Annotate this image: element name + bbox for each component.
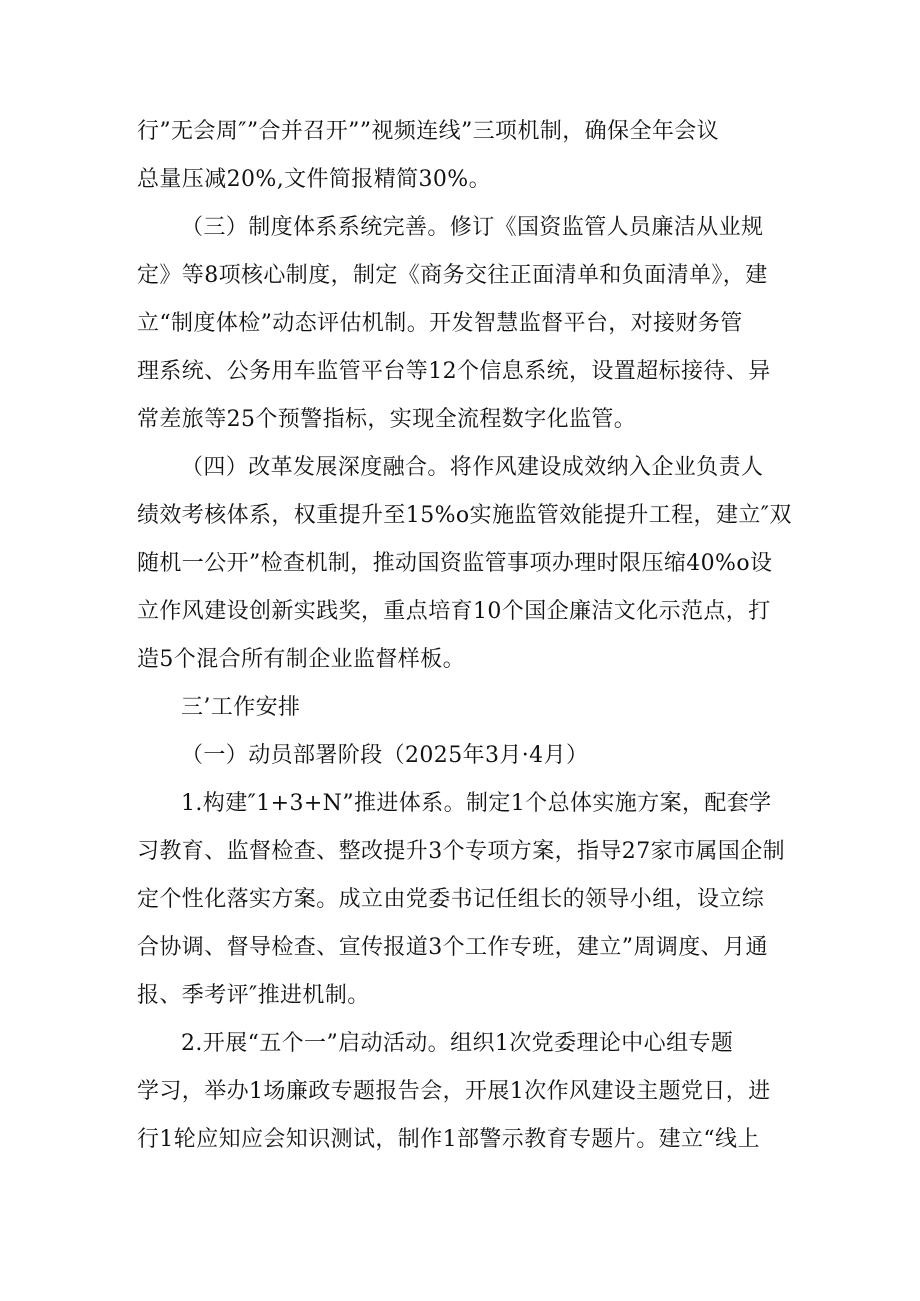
body-text-line: 学习，举办1场廉政专题报告会，开展1次作风建设主题党日，进 <box>137 1079 771 1104</box>
body-text-line: 立作风建设创新实践奖，重点培育10个国企廉洁文化示范点，打 <box>137 599 771 624</box>
subsection-heading: （一）动员部署阶段（2025年3月·4月） <box>181 743 589 768</box>
numbered-item-line: 2.开展“五个一”启动活动。组织1次党委理论中心组专题 <box>181 1031 734 1056</box>
body-text-line: 理系统、公务用车监管平台等12个信息系统，设置超标接待、异 <box>137 359 771 384</box>
numbered-item-line: 1.构建″1+3+N”推进体系。制定1个总体实施方案，配套学 <box>181 791 772 816</box>
section-heading-line: （四）改革发展深度融合。将作风建设成效纳入企业负责人 <box>181 455 764 480</box>
body-text-line: 定个性化落实方案。成立由党委书记任组长的领导小组，设立综 <box>137 887 765 912</box>
body-text-line: 习教育、监督检查、整改提升3个专项方案，指导27家市属国企制 <box>137 839 785 864</box>
body-text-line: 随机一公开”检查机制，推动国资监管事项办理时限压缩40%o设 <box>137 551 773 576</box>
body-text-line: 定》等8项核心制度，制定《商务交往正面清单和负面清单》，建 <box>137 263 768 288</box>
body-text-line: 造5个混合所有制企业监督样板。 <box>137 647 465 672</box>
body-text-line: 行”无会周″”合并召开””视频连线”三项机制，确保全年会议 <box>137 119 720 144</box>
section-heading: 三’工作安排 <box>181 695 301 720</box>
body-text-line: 绩效考核体系，权重提升至15%o实施监管效能提升工程，建立″双 <box>137 503 792 528</box>
body-text-line: 总量压减20%,文件简报精简30%。 <box>137 167 491 192</box>
body-text-line: 行1轮应知应会知识测试，制作1部警示教育专题片。建立“线上 <box>137 1127 760 1152</box>
body-text-line: 报、季考评″推进机制。 <box>137 983 370 1008</box>
body-text-line: 合协调、督导检查、宣传报道3个工作专班，建立”周调度、月通 <box>137 935 768 960</box>
body-text-line: 立“制度体检”动态评估机制。开发智慧监督平台，对接财务管 <box>137 311 743 336</box>
section-heading-line: （三）制度体系系统完善。修订《国资监管人员廉洁从业规 <box>181 215 764 240</box>
body-text-line: 常差旅等25个预警指标，实现全流程数字化监管。 <box>137 407 637 432</box>
